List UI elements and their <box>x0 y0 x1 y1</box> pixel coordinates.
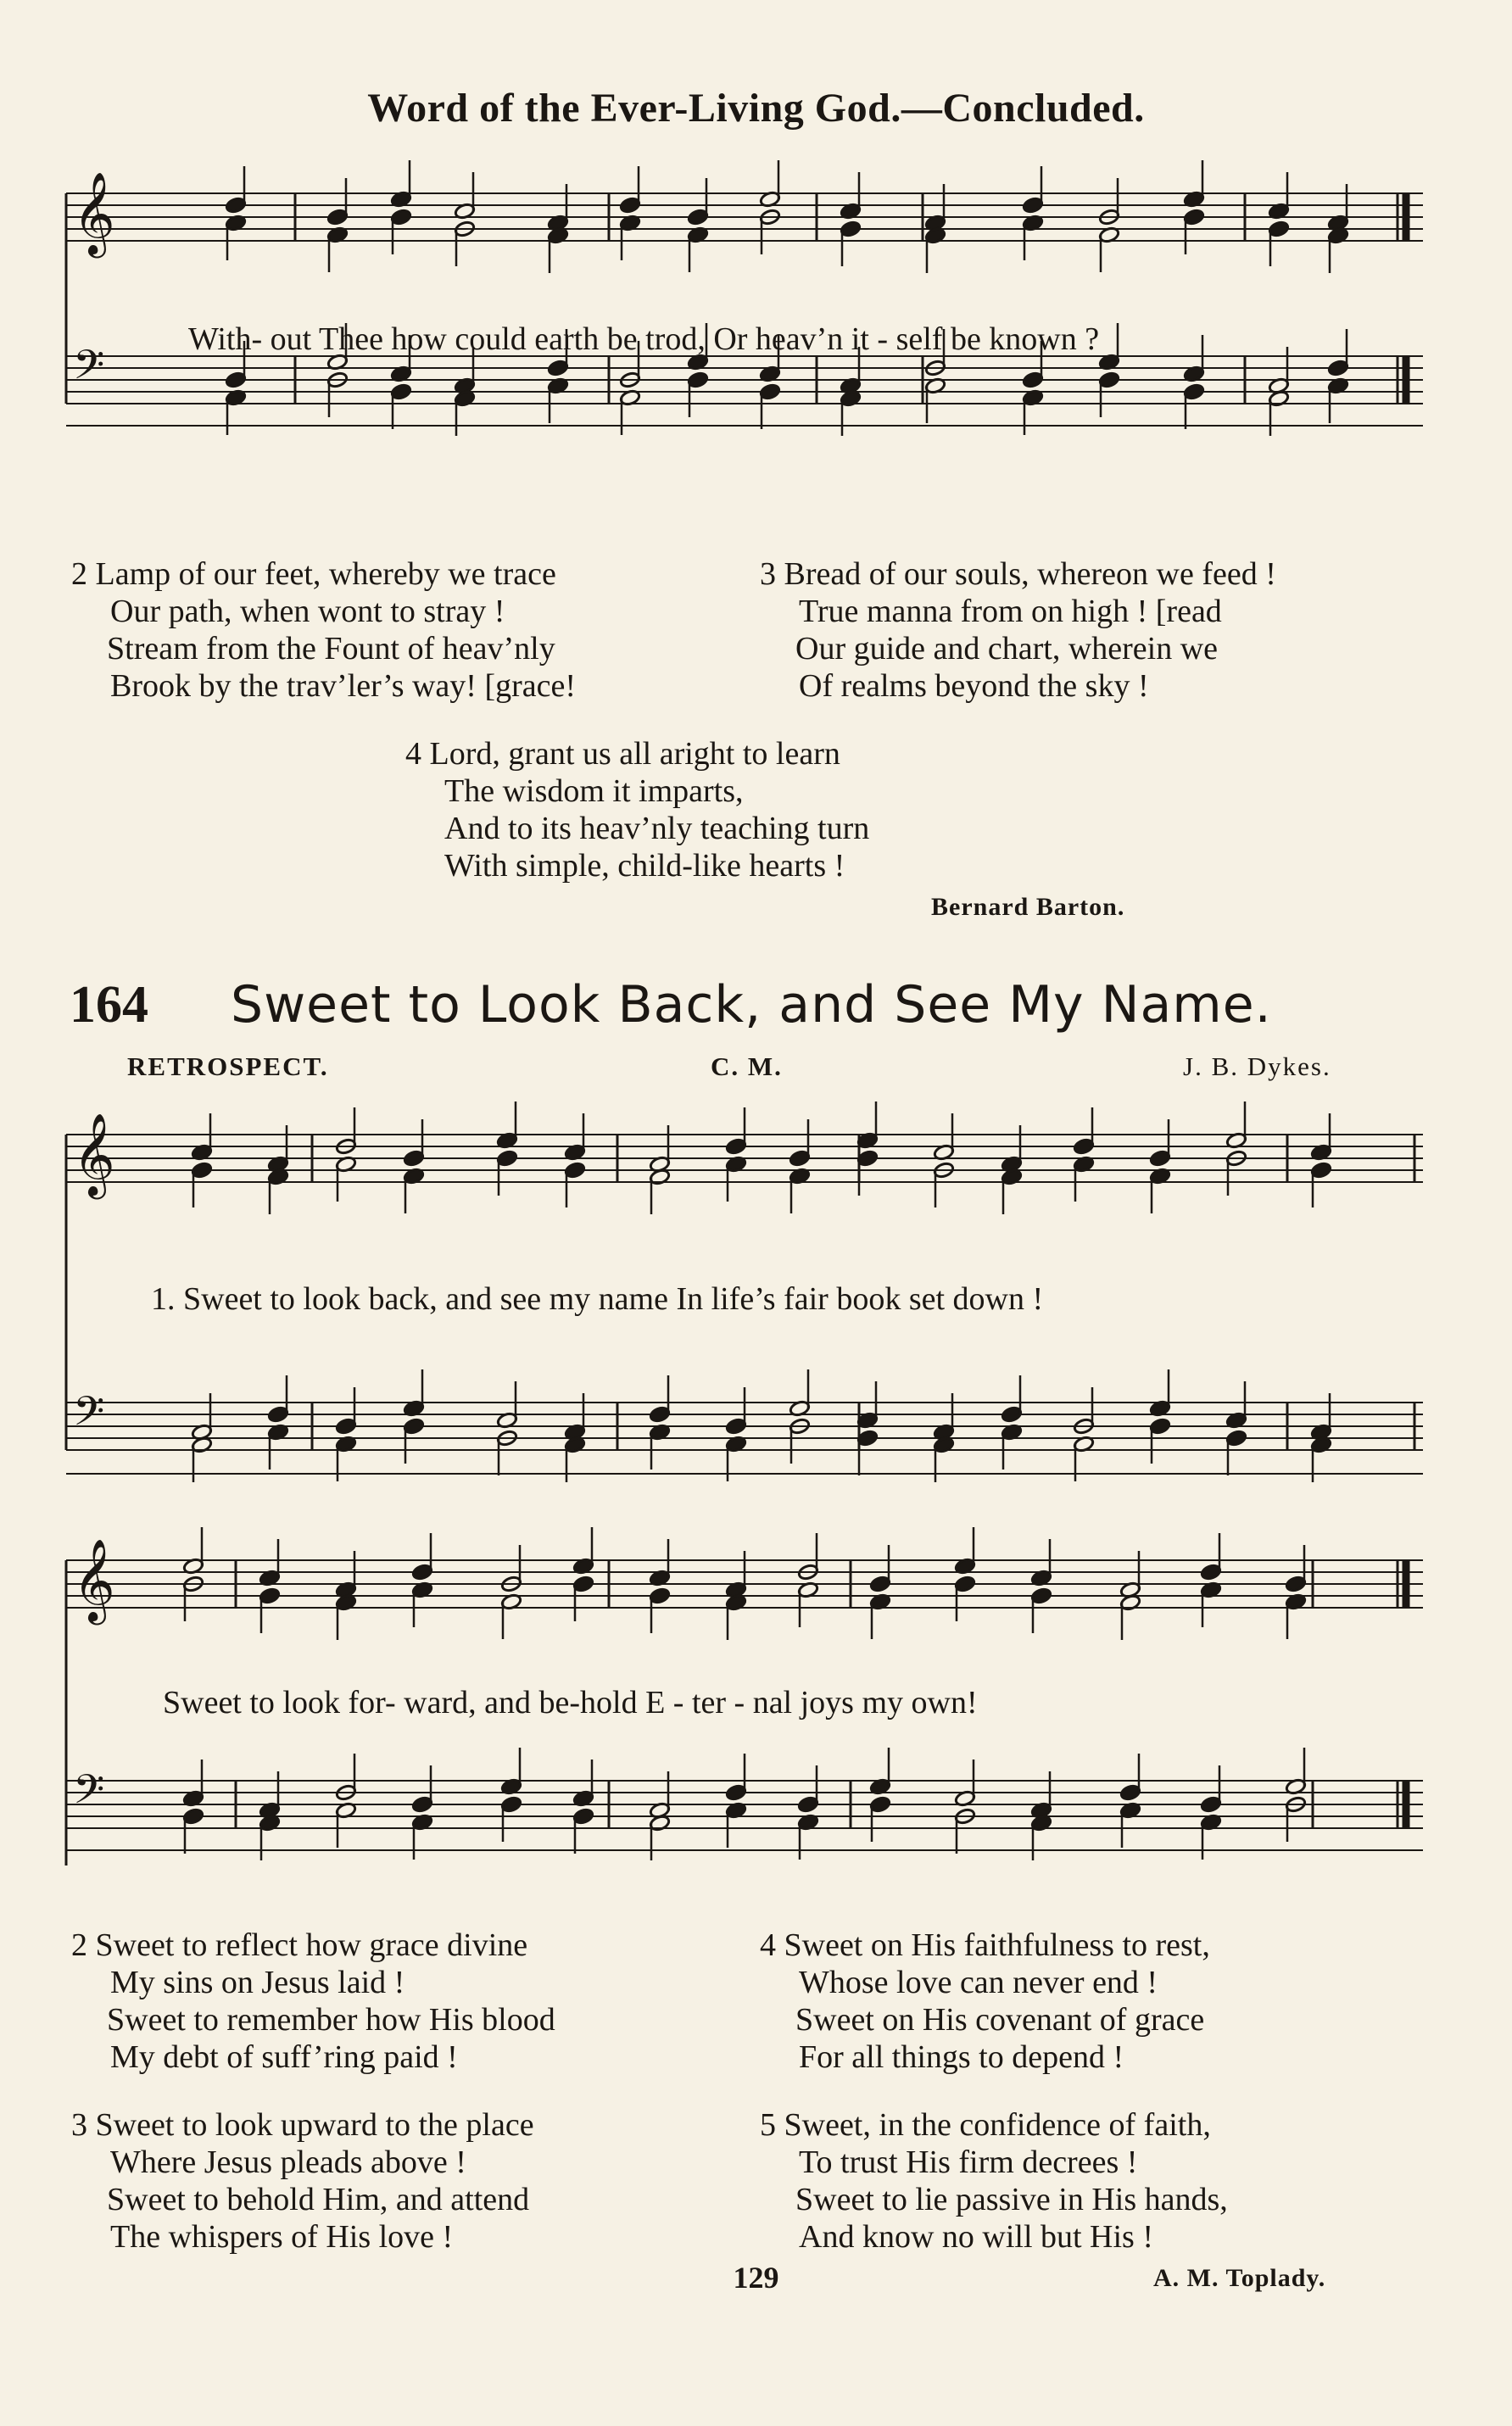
lyric-line-1: 1. Sweet to look back, and see my name In life’s fair book set down ! <box>151 1281 1044 1317</box>
svg-text:𝄢: 𝄢 <box>73 341 105 399</box>
hymn-number: 164 <box>70 976 148 1034</box>
author-prev: Bernard Barton. <box>931 893 1125 921</box>
verse-4: 4 Sweet on His faithfulness to rest, Whose love can never end ! Sweet on His covenant of grace For all things to depend ! <box>760 1927 1210 2075</box>
notes <box>182 1527 1306 1640</box>
svg-text:𝄢: 𝄢 <box>73 1765 105 1823</box>
verse-5: 5 Sweet, in the confidence of faith, To trust His firm decrees ! Sweet to lie passive in His hands, And know no will but His ! <box>760 2107 1228 2255</box>
tune-name: RETROSPECT. <box>127 1051 329 1081</box>
svg-text:𝄢: 𝄢 <box>73 1387 105 1445</box>
continued-hymn-title: Word of the Ever-Living God.—Concluded. <box>367 86 1145 131</box>
lyric-line-2: Sweet to look for- ward, and be-hold E - ter - nal joys my own! <box>163 1685 978 1721</box>
composer: J. B. Dykes. <box>1183 1051 1331 1081</box>
page-number: 129 <box>733 2261 779 2295</box>
lyric-line-prev: With- out Thee how could earth be trod, Or heav’n it - self be known ? <box>188 321 1100 357</box>
hymn-title: Sweet to Look Back, and See My Name. <box>231 975 1272 1035</box>
verse-3: 3 Sweet to look upward to the place Where Jesus pleads above ! Sweet to behold Him, and attend The whispers of His love ! <box>71 2107 534 2255</box>
verse-3-prev: 3 Bread of our souls, whereon we feed ! True manna from on high ! [read Our guide and chart, wherein we Of realms beyond the sky ! <box>760 556 1276 704</box>
verse-4-prev: 4 Lord, grant us all aright to learn The wisdom it imparts, And to its heav’nly teaching turn With simple, child-like hearts ! <box>405 736 870 884</box>
treble-staff <box>66 171 1423 258</box>
svg-text:𝄞: 𝄞 <box>73 171 115 254</box>
svg-text:𝄞: 𝄞 <box>73 1113 115 1196</box>
author: A. M. Toplady. <box>1153 2264 1326 2292</box>
verse-2-prev: 2 Lamp of our feet, whereby we trace Our path, when wont to stray ! Stream from the Fount of heav’nly Brook by the trav’ler’s way! [grace! <box>71 556 577 704</box>
svg-text:𝄞: 𝄞 <box>73 1538 115 1621</box>
verse-2: 2 Sweet to reflect how grace divine My sins on Jesus laid ! Sweet to remember how His blood My debt of suff’ring paid ! <box>71 1927 555 2075</box>
meter: C. M. <box>711 1051 783 1081</box>
